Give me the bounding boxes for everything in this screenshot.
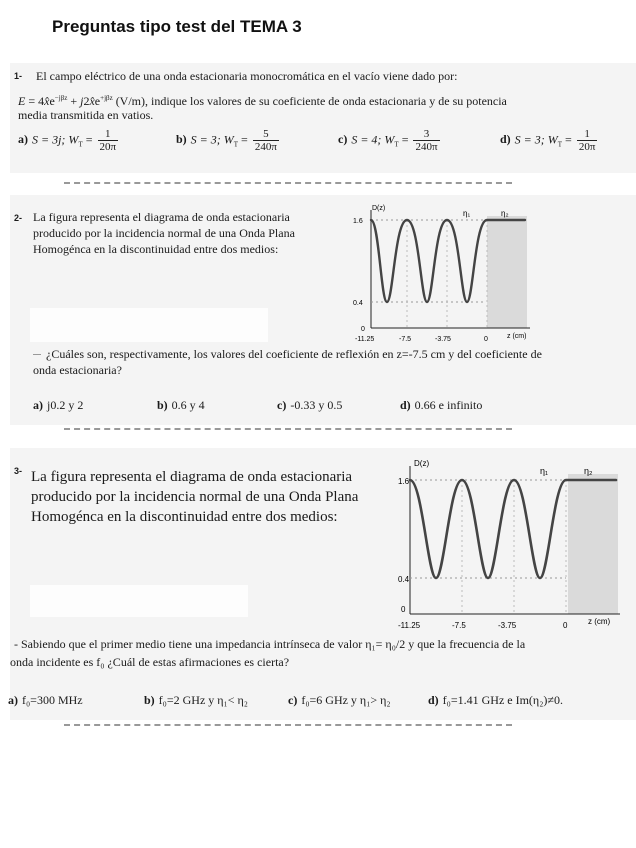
question-2-option-b[interactable]: [157, 398, 205, 413]
y-tick-0: 0: [361, 326, 365, 333]
question-1-number: 1-: [14, 71, 23, 81]
x-tick-7.5: -7.5: [399, 336, 412, 343]
question-3-question-line1: - Sabiendo que el primer medio tiene una impedancia intrínseca de valor η₁= η₀/2 y que la frecuencia de la: [14, 637, 526, 651]
y-tick-0.4: 0.4: [353, 300, 363, 307]
option-label: b): [144, 693, 155, 707]
option-label: a): [18, 132, 28, 147]
question-3-line1: La figura representa el diagrama de onda estacionaria: [31, 469, 353, 485]
option-eq: =: [398, 132, 412, 147]
question-2-option-a[interactable]: [33, 398, 83, 413]
option-text: 0.66 e infinito: [414, 398, 483, 412]
x-tick-0: 0: [563, 621, 568, 630]
option-label: d): [428, 693, 439, 707]
option-label: c): [288, 693, 298, 707]
question-1-option-a[interactable]: [18, 128, 118, 153]
question-2-line1: La figura representa el diagrama de onda estacionaria: [33, 210, 290, 224]
question-1-text-line3: media transmitida en vatios.: [18, 108, 154, 122]
fraction-den: 240π: [254, 141, 277, 153]
question-2-blank-area: [30, 308, 268, 342]
option-sub: T: [557, 140, 563, 149]
question-2-dash-mark: [33, 354, 41, 355]
option-eq: =: [562, 132, 575, 147]
question-3-blank-area: [30, 585, 248, 617]
y-axis-label: D(z): [414, 459, 430, 468]
question-3-option-b[interactable]: [144, 693, 248, 708]
x-tick-0: 0: [484, 336, 488, 343]
fraction-den: 240π: [415, 141, 438, 153]
option-label: c): [338, 132, 348, 147]
option-eq: =: [238, 132, 251, 147]
fraction-num: 1: [98, 128, 119, 141]
question-3-question-line2: onda incidente es f₀ ¿Cuál de estas afirmaciones es cierta?: [10, 655, 290, 669]
x-tick-11.25: -11.25: [398, 621, 421, 630]
fraction-den: 20π: [99, 141, 117, 153]
x-tick-11.25: -11.25: [355, 336, 375, 343]
option-text: -0.33 y 0.5: [290, 398, 343, 412]
question-3-number: 3-: [14, 466, 23, 476]
medium-2-region: [487, 216, 527, 328]
question-2-question-line2: onda estacionaria?: [33, 363, 122, 377]
option-s: S = 3j; W: [32, 132, 79, 147]
x-tick-3.75: -3.75: [498, 621, 517, 630]
option-fraction: [413, 128, 439, 153]
x-axis-label: z (cm): [507, 333, 527, 340]
separator-1: [64, 182, 512, 184]
option-text: j0.2 y 2: [47, 398, 84, 412]
option-label: c): [277, 398, 287, 412]
eta2-label: η₂: [501, 209, 509, 218]
option-label: a): [33, 398, 43, 412]
option-sub: T: [78, 140, 83, 149]
question-3-line2: producido por la incidencia normal de una Onda Plana: [31, 489, 359, 505]
option-text: f₀=1.41 GHz e Im(η₂)≠0.: [442, 693, 563, 707]
eta2-label: η₂: [584, 466, 593, 476]
option-label: d): [400, 398, 411, 412]
question-2-line3: Homogénca en la discontinuidad entre dos medios:: [33, 242, 279, 256]
separator-3: [64, 724, 512, 726]
y-tick-1.6: 1.6: [398, 477, 410, 486]
question-2-option-c[interactable]: [277, 398, 342, 413]
page-title: Preguntas tipo test del TEMA 3: [52, 17, 302, 36]
option-text: f₀=300 MHz: [22, 693, 83, 707]
option-sub: T: [233, 140, 239, 149]
question-3-option-c[interactable]: [288, 693, 391, 708]
fraction-num: 1: [577, 128, 598, 141]
option-label: d): [500, 132, 511, 147]
eta1-label: η₁: [540, 466, 549, 476]
fraction-num: 5: [253, 128, 279, 141]
option-s: S = 3; W: [190, 132, 234, 147]
question-2-figure: [335, 200, 535, 345]
medium-2-region: [568, 474, 618, 614]
option-label: b): [176, 132, 187, 147]
option-fraction: [98, 128, 119, 153]
option-fraction: [577, 128, 598, 153]
x-tick-7.5: -7.5: [452, 621, 466, 630]
option-eq: =: [82, 132, 96, 147]
option-text: 0.6 y 4: [171, 398, 205, 412]
option-fraction: [253, 128, 279, 153]
y-tick-0.4: 0.4: [398, 575, 410, 584]
fraction-num: 3: [413, 128, 439, 141]
question-3-option-a[interactable]: [8, 693, 83, 708]
x-axis-label: z (cm): [588, 617, 611, 626]
option-text: f₀=6 GHz y η₁> η₂: [301, 693, 391, 707]
question-2-question-line1: ¿Cuáles son, respectivamente, los valores del coeficiente de reflexión en z=-7.5 cm y del coeficiente de: [46, 347, 542, 361]
option-s: S = 4; W: [351, 132, 395, 147]
question-2-option-d[interactable]: [400, 398, 482, 413]
separator-2: [64, 428, 512, 430]
fraction-den: 20π: [578, 141, 596, 153]
question-3-line3: Homogénca en la discontinuidad entre dos medios:: [31, 509, 338, 525]
question-3-option-d[interactable]: [428, 693, 563, 708]
question-3-figure: [398, 452, 626, 632]
field-equation: $E = 4x̂e^{-j\beta z}$ + $j2x̂e^{+j\beta z}$: [18, 94, 113, 108]
option-text: f₀=2 GHz y η₁< η₂: [158, 693, 248, 707]
y-tick-0: 0: [401, 605, 406, 614]
question-2-line2: producido por la incidencia normal de una Onda Plana: [33, 226, 295, 240]
question-1-option-d[interactable]: [500, 128, 597, 153]
question-1-text-line1: El campo eléctrico de una onda estacionaria monocromática en el vacío viene dado por:: [36, 69, 458, 83]
option-sub: T: [394, 140, 399, 149]
eta1-label: η₁: [463, 209, 471, 218]
y-axis-label: D(z): [372, 205, 386, 212]
option-label: b): [157, 398, 168, 412]
y-tick-1.6: 1.6: [353, 218, 363, 225]
x-tick-3.75: -3.75: [435, 336, 451, 343]
question-1-option-b[interactable]: [176, 128, 279, 153]
option-label: a): [8, 693, 18, 707]
question-1-option-c[interactable]: [338, 128, 440, 153]
option-s: S = 3; W: [514, 132, 558, 147]
question-1-text-tail: (V/m), indique los valores de su coeficiente de onda estacionaria y de su potencia: [115, 94, 507, 108]
question-2-number: 2-: [14, 213, 23, 223]
